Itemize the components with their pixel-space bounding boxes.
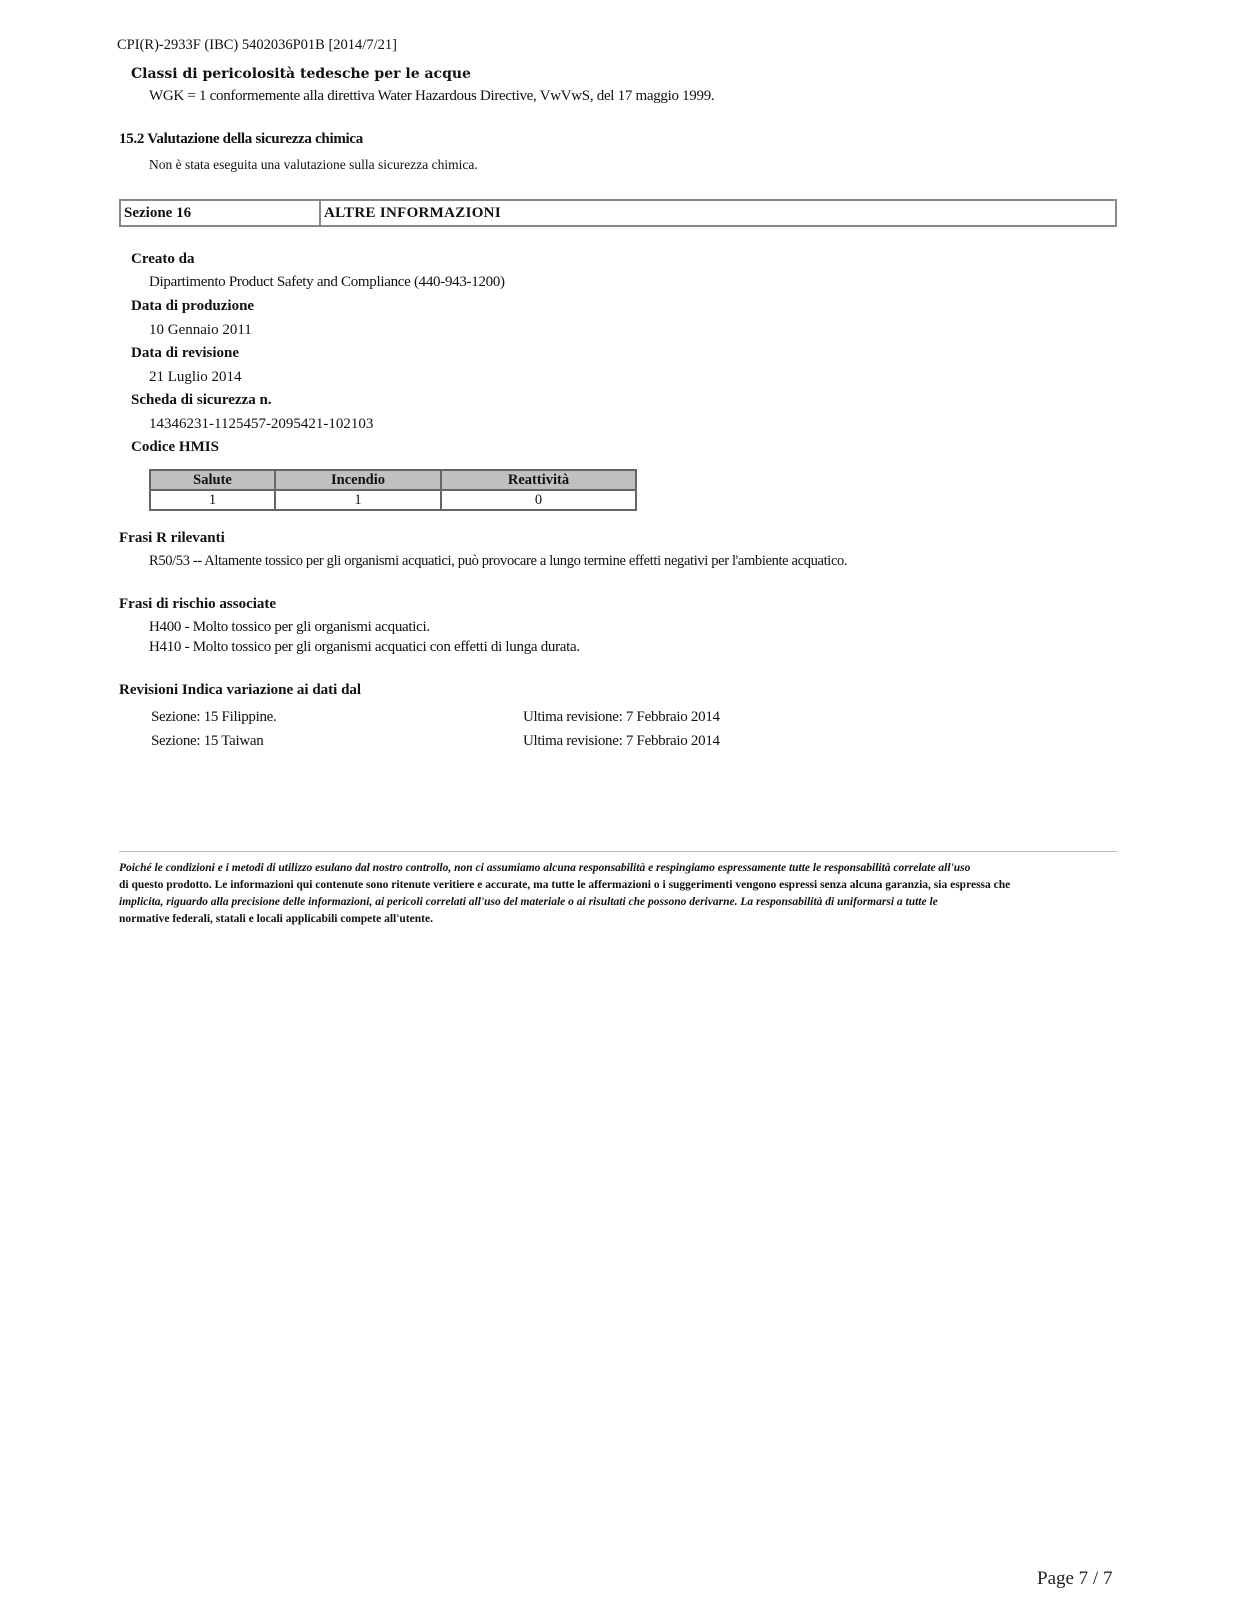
- revision-date-value: 21 Luglio 2014: [149, 369, 242, 385]
- created-by-value: Dipartimento Product Safety and Compliance (440-943-1200): [149, 274, 505, 290]
- water-hazard-text: WGK = 1 conformemente alla direttiva Water Hazardous Directive, VwVwS, del 17 maggio 1999.: [149, 88, 715, 104]
- revision-section: Sezione: 15 Filippine.: [151, 709, 277, 725]
- hmis-header-reactivity: Reattività: [441, 470, 636, 490]
- revision-last: Ultima revisione: 7 Febbraio 2014: [523, 733, 720, 749]
- risk-phrases-title: Frasi di rischio associate: [119, 596, 277, 612]
- hmis-table: [149, 469, 637, 511]
- revision-section: Sezione: 15 Taiwan: [151, 733, 264, 749]
- revision-date-label: Data di revisione: [131, 345, 240, 361]
- revisions-title: Revisioni Indica variazione ai dati dal: [119, 682, 362, 698]
- revision-last: Ultima revisione: 7 Febbraio 2014: [523, 709, 720, 725]
- sheet-number-label: Scheda di sicurezza n.: [131, 392, 272, 408]
- section-16-header: [119, 199, 1117, 227]
- sheet-number-value: 14346231-1125457-2095421-102103: [149, 416, 374, 432]
- created-by-label: Creato da: [131, 251, 195, 267]
- production-date-value: 10 Gennaio 2011: [149, 322, 252, 338]
- hmis-header-fire: Incendio: [275, 470, 441, 490]
- hmis-value-health: 1: [150, 490, 275, 510]
- water-hazard-title: Classi di pericolosità tedesche per le acque: [131, 66, 471, 82]
- disclaimer-line-2: di questo prodotto. Le informazioni qui contenute sono ritenute veritiere e accurate, ma tutte le affermazioni o i suggerimenti vengono espressi senza alcuna garanzia, sia espressa che: [119, 879, 1011, 891]
- risk-phrase-item: H410 - Molto tossico per gli organismi acquatici con effetti di lunga durata.: [149, 639, 580, 655]
- hmis-value-reactivity: 0: [441, 490, 636, 510]
- hmis-label: Codice HMIS: [131, 439, 219, 455]
- production-date-label: Data di produzione: [131, 298, 255, 314]
- r-phrases-title: Frasi R rilevanti: [119, 530, 225, 546]
- disclaimer-line-4: normative federali, statali e locali applicabili compete all'utente.: [119, 913, 433, 925]
- hmis-header-health: Salute: [150, 470, 275, 490]
- r-phrases-text: R50/53 -- Altamente tossico per gli organismi acquatici, può provocare a lungo termine effetti negativi per l'ambiente acquatico.: [149, 553, 848, 569]
- hmis-header-row: [150, 470, 636, 490]
- disclaimer-line-3: implicita, riguardo alla precisione delle informazioni, ai pericoli correlati all'uso del materiale o ai risultati che possono derivarne. La responsabilità di uniformarsi a tutte le: [119, 896, 938, 908]
- hmis-value-fire: 1: [275, 490, 441, 510]
- disclaimer: [119, 860, 1117, 928]
- disclaimer-line-1: Poiché le condizioni e i metodi di utilizzo esulano dal nostro controllo, non ci assumiamo alcuna responsabilità e respingiamo espressamente tutte le responsabilità correlate all'uso: [119, 862, 971, 874]
- chem-safety-title: 15.2 Valutazione della sicurezza chimica: [119, 131, 363, 147]
- section-number: Sezione 16: [121, 201, 321, 225]
- page-number: Page 7 / 7: [1037, 1568, 1113, 1589]
- document-code: CPI(R)-2933F (IBC) 5402036P01B [2014/7/21]: [117, 37, 397, 53]
- section-title: ALTRE INFORMAZIONI: [324, 205, 501, 221]
- chem-safety-text: Non è stata eseguita una valutazione sulla sicurezza chimica.: [149, 157, 478, 172]
- disclaimer-divider: [119, 851, 1117, 852]
- risk-phrase-item: H400 - Molto tossico per gli organismi acquatici.: [149, 619, 430, 635]
- hmis-value-row: [150, 490, 636, 510]
